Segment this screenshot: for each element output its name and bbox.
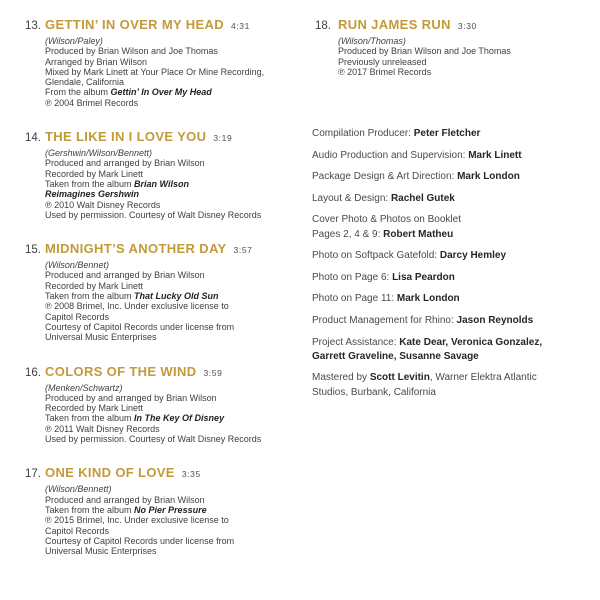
text-segment: Produced and arranged by Brian Wilson: [45, 270, 205, 281]
track-duration: 3:19: [213, 133, 233, 144]
track-writers: (Gershwin/Wilson/Bennett): [45, 148, 152, 159]
text-segment: Mark London: [457, 171, 520, 183]
text-segment: ℗ 2004 Brimel Records: [45, 97, 139, 108]
text-segment: Photo on Page 6:: [312, 271, 393, 283]
text-segment: No Pier Pressure: [134, 504, 207, 515]
track-number: 15.: [25, 244, 41, 257]
track-credit-line: [45, 46, 310, 56]
text-segment: Kate Dear, Veronica Gonzalez,: [399, 336, 543, 348]
text-segment: Arranged by Brian Wilson: [45, 56, 148, 67]
track-duration: 3:59: [203, 367, 223, 378]
track-duration: 3:35: [181, 469, 201, 480]
text-segment: Photo on Page 11:: [312, 293, 397, 305]
track-item: [25, 18, 310, 108]
credit-item: [312, 371, 600, 399]
text-segment: Garrett Graveline, Susanne Savage: [312, 350, 479, 362]
text-segment: Package Design & Art Direction:: [312, 171, 458, 183]
track-credit-line: [45, 403, 310, 413]
track-number: 13.: [25, 20, 41, 32]
track-duration: 4:31: [231, 21, 250, 31]
text-segment: Layout & Design:: [312, 192, 391, 204]
track-item: [25, 365, 310, 445]
text-segment: Compilation Producer:: [312, 128, 414, 139]
text-segment: Courtesy of Capitol Records under license from: [45, 321, 235, 332]
track-credit-line: [45, 210, 310, 220]
track-details: [45, 260, 310, 342]
track-credit-line: [45, 179, 310, 189]
track-credit-line: [45, 189, 310, 199]
text-segment: Used by permission. Courtesy of Walt Disney Records: [45, 434, 262, 445]
text-segment: Taken from the album: [45, 178, 135, 189]
track-credit-line: [45, 270, 310, 280]
credit-item: [312, 314, 600, 328]
track-credit-line: [45, 332, 310, 342]
track-writers: (Wilson/Bennett): [45, 484, 112, 495]
track-heading: [25, 365, 310, 380]
track-title: MIDNIGHT’S ANOTHER DAY: [45, 241, 227, 257]
right-column: [315, 18, 595, 99]
track-heading: [25, 18, 310, 33]
track-title: RUN JAMES RUN: [338, 17, 451, 32]
track-credit-line: [45, 495, 310, 505]
credits-section: [312, 127, 600, 407]
credit-item: [312, 213, 600, 241]
track-credit-line: [45, 87, 310, 97]
track-credit-line: [45, 413, 310, 423]
track-number: 18.: [315, 20, 331, 32]
text-segment: Gettin’ In Over My Head: [110, 87, 212, 98]
credit-item: [312, 292, 600, 306]
text-segment: From the album: [45, 87, 111, 98]
track-number: 17.: [25, 468, 41, 481]
track-item: [25, 466, 310, 556]
track-credit-line: [45, 57, 310, 67]
text-segment: Taken from the album: [45, 413, 135, 424]
text-segment: ℗ 2015 Brimel, Inc. Under exclusive license to: [45, 515, 229, 526]
track-credit-line: [45, 424, 310, 434]
text-segment: Used by permission. Courtesy of Walt Disney Records: [45, 209, 262, 220]
track-credit-line: [45, 505, 310, 515]
text-segment: Jason Reynolds: [456, 314, 534, 326]
text-segment: , Warner Elektra Atlantic: [429, 372, 537, 384]
track-duration: 3:57: [233, 245, 253, 256]
text-segment: Previously unreleased: [338, 56, 427, 67]
text-segment: Peter Fletcher: [413, 128, 481, 139]
credit-item: [312, 170, 600, 184]
text-segment: Darcy Hemley: [439, 250, 507, 262]
track-number: 14.: [25, 132, 41, 145]
track-credit-line: [45, 281, 310, 291]
text-segment: Brian Wilson: [134, 178, 189, 189]
text-segment: Taken from the album: [45, 504, 135, 515]
text-segment: Project Assistance:: [312, 336, 400, 348]
text-segment: Robert Matheu: [383, 228, 454, 240]
track-details: [45, 484, 310, 556]
text-segment: Studios, Burbank, California: [312, 386, 436, 398]
text-segment: Cover Photo & Photos on Booklet: [312, 214, 461, 226]
track-credit-line: [338, 67, 595, 77]
text-segment: Universal Music Enterprises: [45, 332, 157, 343]
text-segment: Mixed by Mark Linett at Your Place Or Mine Recording,: [45, 66, 265, 77]
text-segment: Produced by and arranged by Brian Wilson: [45, 392, 217, 403]
track-writers: (Wilson/Bennet): [45, 260, 109, 271]
left-column: [25, 18, 310, 578]
track-details: [338, 36, 595, 77]
text-segment: Pages 2, 4 & 9:: [312, 228, 384, 240]
credit-item: [312, 249, 600, 263]
track-heading: [25, 242, 310, 257]
text-segment: Recorded by Mark Linett: [45, 280, 144, 291]
track-credit-line: [45, 515, 310, 525]
text-segment: ℗ 2008 Brimel, Inc. Under exclusive license to: [45, 301, 229, 312]
text-segment: ℗ 2010 Walt Disney Records: [45, 199, 161, 210]
track-title: COLORS OF THE WIND: [45, 363, 197, 379]
credit-item: [312, 149, 600, 163]
text-segment: Lisa Peardon: [392, 271, 455, 283]
credit-item: [312, 271, 600, 285]
text-segment: Glendale, California: [45, 77, 125, 88]
credit-item: [312, 192, 600, 206]
track-credit-line: [45, 546, 310, 556]
track-credit-line: [45, 301, 310, 311]
text-segment: Capitol Records: [45, 525, 110, 536]
track-writers: (Wilson/Paley): [45, 36, 103, 46]
track-credit-line: [45, 98, 310, 108]
track-duration: 3:30: [457, 21, 477, 31]
text-segment: Taken from the album: [45, 291, 135, 302]
text-segment: Reimagines Gershwin: [45, 189, 140, 200]
track-credit-line: [45, 434, 310, 444]
text-segment: ℗ 2011 Walt Disney Records: [45, 423, 160, 434]
text-segment: ℗ 2017 Brimel Records: [338, 66, 432, 77]
track-writers: (Wilson/Thomas): [338, 36, 406, 46]
track-credit-line: [338, 57, 595, 67]
text-segment: Scott Levitin: [369, 372, 430, 384]
text-segment: Recorded by Mark Linett: [45, 168, 144, 179]
track-item: [25, 242, 310, 342]
text-segment: Audio Production and Supervision:: [312, 149, 469, 161]
track-credit-line: [45, 67, 310, 77]
track-heading: [25, 466, 310, 481]
track-credit-line: [45, 393, 310, 403]
text-segment: Mark London: [396, 293, 460, 305]
text-segment: Rachel Gutek: [390, 192, 455, 204]
text-segment: Mastered by: [312, 372, 370, 384]
text-segment: Universal Music Enterprises: [45, 546, 157, 557]
text-segment: That Lucky Old Sun: [134, 291, 219, 302]
track-details: [45, 148, 310, 220]
credit-item: [312, 127, 600, 141]
track-details: [45, 36, 310, 108]
track-number: 16.: [25, 366, 41, 379]
text-segment: Produced and arranged by Brian Wilson: [45, 494, 205, 505]
text-segment: Recorded by Mark Linett: [45, 403, 144, 414]
track-credit-line: [45, 312, 310, 322]
text-segment: Product Management for Rhino:: [312, 314, 457, 326]
track-item: [25, 130, 310, 220]
track-credit-line: [45, 169, 310, 179]
track-credit-line: [45, 200, 310, 210]
text-segment: Produced and arranged by Brian Wilson: [45, 158, 205, 169]
track-title: ONE KIND OF LOVE: [45, 465, 175, 481]
track-title: THE LIKE IN I LOVE YOU: [45, 129, 207, 145]
credit-item: [312, 336, 600, 364]
text-segment: Capitol Records: [45, 311, 110, 322]
track-title: GETTIN’ IN OVER MY HEAD: [45, 17, 224, 32]
track-heading: [315, 18, 595, 33]
track-credit-line: [45, 291, 310, 301]
text-segment: Mark Linett: [468, 149, 522, 161]
text-segment: In The Key Of Disney: [134, 413, 225, 424]
text-segment: Courtesy of Capitol Records under license from: [45, 535, 235, 546]
track-credit-line: [45, 322, 310, 332]
text-segment: Produced by Brian Wilson and Joe Thomas: [45, 46, 218, 57]
track-credit-line: [45, 158, 310, 168]
text-segment: Photo on Softpack Gatefold:: [312, 250, 440, 262]
track-credit-line: [45, 526, 310, 536]
track-credit-line: [45, 536, 310, 546]
text-segment: Produced by Brian Wilson and Joe Thomas: [338, 46, 511, 57]
track-heading: [25, 130, 310, 145]
track-credit-line: [338, 46, 595, 56]
track-writers: (Menken/Schwartz): [45, 382, 123, 393]
track-credit-line: [45, 77, 310, 87]
track-details: [45, 383, 310, 445]
track-item: [315, 18, 595, 77]
